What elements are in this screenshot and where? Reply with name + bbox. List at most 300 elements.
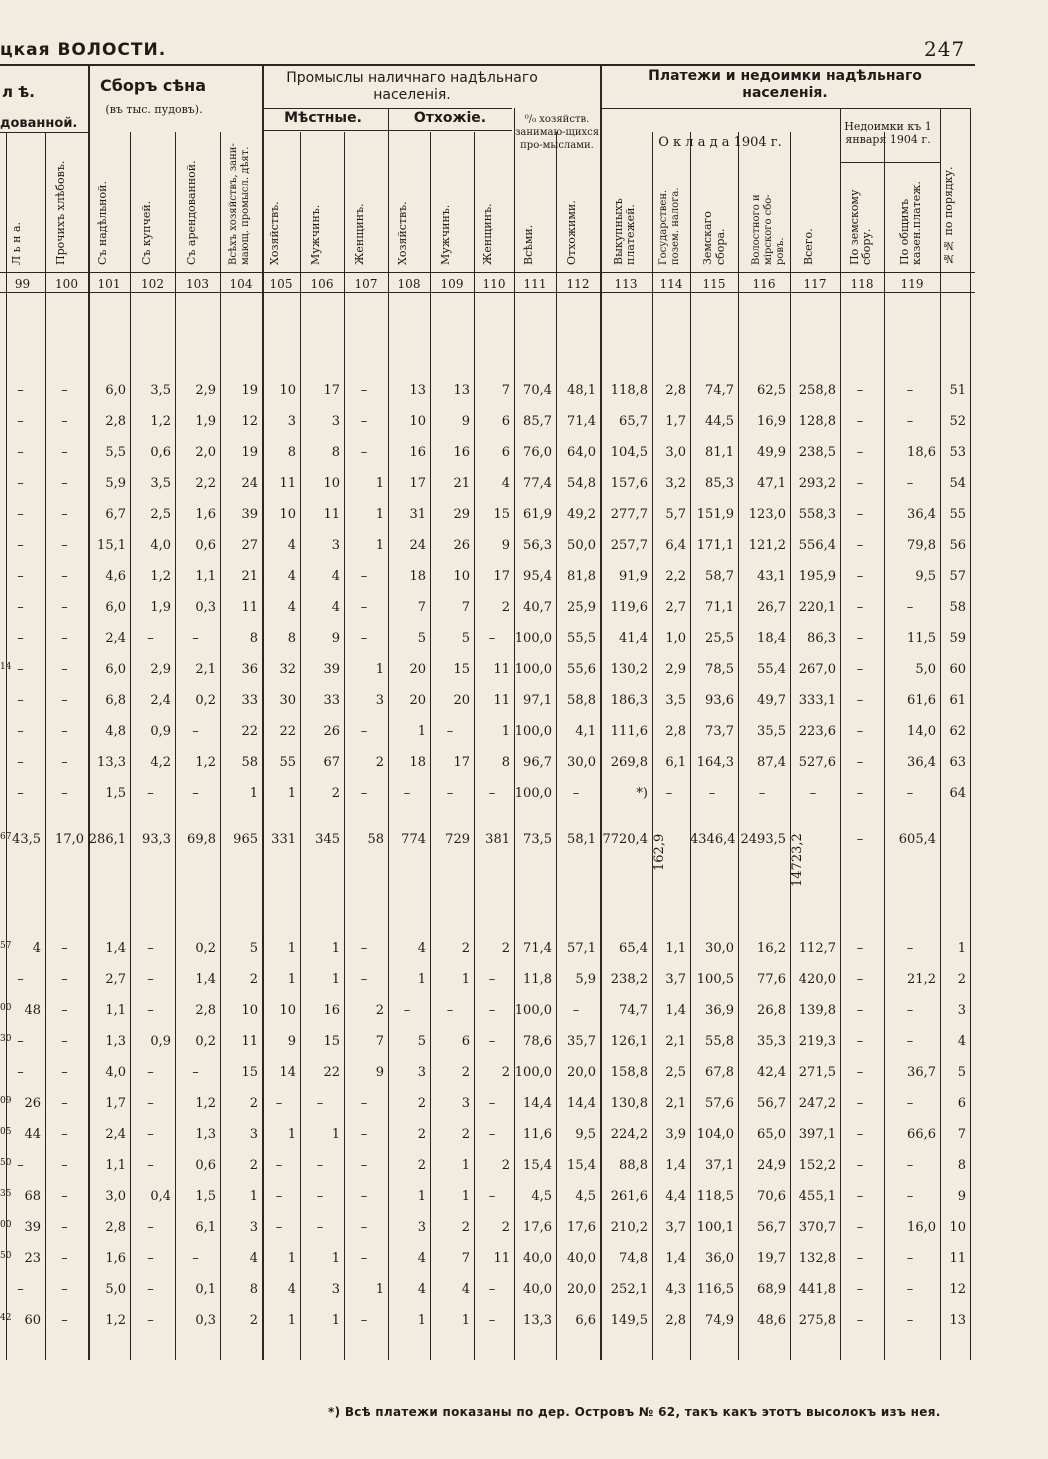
table-cell: – xyxy=(147,972,154,987)
table-cell: 58,8 xyxy=(567,693,596,708)
table-cell: – xyxy=(360,445,368,460)
table-cell: 14 xyxy=(279,1065,296,1080)
table-cell: 152,2 xyxy=(798,1158,836,1173)
page-number: 247 xyxy=(924,37,966,61)
table-cell: – xyxy=(17,569,24,584)
table-cell: – xyxy=(488,1034,496,1049)
table-cell: – xyxy=(61,600,68,615)
column-number: 114 xyxy=(659,277,683,291)
table-cell: 4,5 xyxy=(575,1189,596,1204)
table-cell: 1,3 xyxy=(105,1034,126,1049)
table-cell: 1,7 xyxy=(665,414,686,429)
table-cell: – xyxy=(17,476,24,491)
table-cell: 0,6 xyxy=(150,445,171,460)
grid-line-h xyxy=(0,272,975,273)
table-cell: 48,1 xyxy=(567,383,596,398)
table-cell: – xyxy=(147,631,154,646)
table-cell: – xyxy=(17,445,24,460)
grid-line-v xyxy=(220,132,221,1360)
column-label: Съ арендованной. xyxy=(184,160,198,265)
table-cell: – xyxy=(17,383,24,398)
table-cell: 112,7 xyxy=(798,941,836,956)
table-cell: – xyxy=(856,600,864,615)
row-margin-number: 00 xyxy=(0,1220,12,1230)
table-cell: – xyxy=(360,1189,368,1204)
table-cell: – xyxy=(708,786,716,801)
table-cell: 247,2 xyxy=(798,1096,836,1111)
table-cell: 29 xyxy=(453,507,470,522)
table-cell: 4 xyxy=(287,538,296,553)
table-cell: – xyxy=(856,832,864,847)
table-cell: 269,8 xyxy=(610,755,648,770)
table-cell: – xyxy=(17,1282,24,1297)
row-margin-number: 00 xyxy=(0,1003,12,1013)
grid-line-v xyxy=(884,132,885,1360)
table-cell: 293,2 xyxy=(798,476,836,491)
column-number: 106 xyxy=(310,277,334,291)
table-cell: 30,0 xyxy=(567,755,596,770)
table-cell: – xyxy=(856,1313,864,1328)
hay-header: Сборъ сѣна xyxy=(99,76,207,95)
table-cell: – xyxy=(360,383,368,398)
table-cell: 6 xyxy=(957,1096,966,1111)
row-margin-number: 42 xyxy=(0,1313,12,1323)
column-label: Съ купчей. xyxy=(139,200,153,265)
table-cell: 527,6 xyxy=(798,755,836,770)
table-cell: – xyxy=(61,941,68,956)
table-cell: – xyxy=(17,1065,24,1080)
grid-line-v xyxy=(738,132,739,1360)
table-cell: – xyxy=(488,786,496,801)
column-number: 113 xyxy=(614,277,638,291)
table-cell: 2,8 xyxy=(105,1220,126,1235)
table-cell: – xyxy=(316,1220,324,1235)
table-cell: – xyxy=(906,786,914,801)
table-cell: 267,0 xyxy=(798,662,836,677)
table-cell: 7 xyxy=(501,383,510,398)
table-cell: – xyxy=(856,786,864,801)
table-cell: 60 xyxy=(949,662,966,677)
grid-line-h xyxy=(262,108,512,109)
table-cell: 76,0 xyxy=(523,445,552,460)
table-cell: 85,3 xyxy=(705,476,734,491)
table-cell: 0,9 xyxy=(150,1034,171,1049)
table-cell: 6,1 xyxy=(665,755,686,770)
column-label: Выкупныхъ платежей. xyxy=(612,198,637,265)
table-cell: – xyxy=(488,1282,496,1297)
table-cell: 2,5 xyxy=(665,1065,686,1080)
column-label: Л ь н а. xyxy=(9,221,23,265)
table-cell: 558,3 xyxy=(798,507,836,522)
table-cell: 186,3 xyxy=(610,693,648,708)
table-cell: 77,6 xyxy=(757,972,786,987)
table-cell: 66,6 xyxy=(907,1127,936,1142)
table-cell: 68 xyxy=(24,1189,41,1204)
table-cell: 13 xyxy=(409,383,426,398)
table-cell: 2 xyxy=(249,1313,258,1328)
table-cell: 55,5 xyxy=(567,631,596,646)
table-cell: 257,7 xyxy=(610,538,648,553)
table-cell: 40,7 xyxy=(523,600,552,615)
table-cell: 39 xyxy=(323,662,340,677)
table-cell: 10 xyxy=(279,383,296,398)
table-cell: – xyxy=(488,1127,496,1142)
table-cell: – xyxy=(61,662,68,677)
table-cell: – xyxy=(809,786,817,801)
table-cell: 15 xyxy=(241,1065,258,1080)
table-cell: 1,4 xyxy=(105,941,126,956)
table-cell: 5 xyxy=(417,1034,426,1049)
table-cell: 277,7 xyxy=(610,507,648,522)
table-cell: 81,1 xyxy=(705,445,734,460)
table-cell: 195,9 xyxy=(798,569,836,584)
table-cell: 4,4 xyxy=(665,1189,686,1204)
table-cell: 6 xyxy=(501,445,510,460)
table-cell: 67 xyxy=(323,755,340,770)
table-cell: – xyxy=(856,693,864,708)
table-cell: – xyxy=(856,662,864,677)
payments-header: Платежи и недоимки надѣльнаго населенія. xyxy=(648,68,922,101)
table-cell: 11,6 xyxy=(523,1127,552,1142)
grid-line-h xyxy=(262,130,512,131)
table-cell: – xyxy=(17,693,24,708)
table-cell: 162,9 xyxy=(652,833,667,871)
table-cell: 286,1 xyxy=(88,832,126,847)
table-cell: – xyxy=(360,1313,368,1328)
table-cell: 3,9 xyxy=(665,1127,686,1142)
table-cell: 5,5 xyxy=(105,445,126,460)
table-cell: 0,2 xyxy=(195,693,216,708)
table-cell: 1 xyxy=(331,1127,340,1142)
row-margin-number: 50 xyxy=(0,1158,12,1168)
table-cell: 7 xyxy=(461,600,470,615)
table-cell: 17 xyxy=(453,755,470,770)
table-cell: 1 xyxy=(287,1127,296,1142)
table-cell: 0,2 xyxy=(195,1034,216,1049)
table-cell: – xyxy=(147,1313,154,1328)
table-cell: – xyxy=(275,1220,283,1235)
table-cell: 44,5 xyxy=(705,414,734,429)
local-trades-header: Мѣстные. xyxy=(284,110,362,126)
table-cell: 729 xyxy=(445,832,470,847)
table-cell: 9 xyxy=(287,1034,296,1049)
table-cell: 25,9 xyxy=(567,600,596,615)
table-cell: – xyxy=(61,507,68,522)
table-cell: 111,6 xyxy=(610,724,648,739)
row-margin-number: 50 xyxy=(0,1251,12,1261)
table-cell: – xyxy=(360,1220,368,1235)
table-cell: – xyxy=(61,1313,68,1328)
table-cell: 1,1 xyxy=(105,1158,126,1173)
grid-line-h xyxy=(0,64,975,66)
table-cell: 43,1 xyxy=(757,569,786,584)
table-cell: 26,7 xyxy=(757,600,786,615)
table-cell: 2,4 xyxy=(105,631,126,646)
table-cell: 15 xyxy=(453,662,470,677)
table-cell: 5 xyxy=(417,631,426,646)
table-cell: 57 xyxy=(949,569,966,584)
table-cell: 126,1 xyxy=(610,1034,648,1049)
table-cell: 56,3 xyxy=(523,538,552,553)
table-cell: 1 xyxy=(375,507,384,522)
table-cell: – xyxy=(147,1220,154,1235)
table-cell: 17,6 xyxy=(523,1220,552,1235)
table-cell: 36 xyxy=(241,662,258,677)
table-cell: 370,7 xyxy=(798,1220,836,1235)
table-cell: 0,6 xyxy=(195,1158,216,1173)
table-cell: 2,2 xyxy=(665,569,686,584)
table-cell: 1 xyxy=(375,476,384,491)
left-fragment-header: л ѣ. xyxy=(2,83,35,101)
table-cell: – xyxy=(488,631,496,646)
table-cell: 2 xyxy=(501,1158,510,1173)
table-cell: 0,2 xyxy=(195,941,216,956)
table-cell: 51 xyxy=(949,383,966,398)
table-cell: 3 xyxy=(331,1282,340,1297)
table-cell: 3,7 xyxy=(665,972,686,987)
table-cell: 26 xyxy=(453,538,470,553)
column-number: 102 xyxy=(141,277,164,291)
table-cell: – xyxy=(906,414,914,429)
table-cell: 104,5 xyxy=(610,445,648,460)
table-cell: 275,8 xyxy=(798,1313,836,1328)
table-cell: – xyxy=(17,1158,24,1173)
table-cell: 556,4 xyxy=(798,538,836,553)
table-cell: 56 xyxy=(949,538,966,553)
table-cell: 10 xyxy=(323,476,340,491)
table-cell: 9 xyxy=(375,1065,384,1080)
table-cell: 19 xyxy=(241,445,258,460)
table-cell: – xyxy=(403,1003,411,1018)
table-cell: 81,8 xyxy=(567,569,596,584)
table-cell: 8 xyxy=(249,631,258,646)
grid-line-v xyxy=(556,132,557,1360)
table-cell: 6,1 xyxy=(195,1220,216,1235)
table-cell: 333,1 xyxy=(798,693,836,708)
table-cell: 10 xyxy=(949,1220,966,1235)
table-cell: 6,8 xyxy=(105,693,126,708)
table-cell: 9 xyxy=(957,1189,966,1204)
table-cell: 74,7 xyxy=(619,1003,648,1018)
table-cell: 1 xyxy=(501,724,510,739)
table-cell: 4,5 xyxy=(531,1189,552,1204)
table-cell: 68,9 xyxy=(757,1282,786,1297)
table-cell: – xyxy=(758,786,766,801)
table-cell: 55 xyxy=(279,755,296,770)
table-cell: 0,4 xyxy=(150,1189,171,1204)
table-cell: 54 xyxy=(949,476,966,491)
table-cell: – xyxy=(856,1282,864,1297)
table-cell: 69,8 xyxy=(187,832,216,847)
table-cell: – xyxy=(192,1251,199,1266)
table-cell: 1 xyxy=(287,786,296,801)
table-cell: 2 xyxy=(501,1220,510,1235)
table-cell: 100,0 xyxy=(514,724,552,739)
table-cell: 4,0 xyxy=(150,538,171,553)
table-cell: 11,8 xyxy=(523,972,552,987)
table-cell: 48 xyxy=(24,1003,41,1018)
table-cell: 2 xyxy=(957,972,966,987)
table-cell: 4 xyxy=(417,1251,426,1266)
table-cell: 1,2 xyxy=(150,569,171,584)
table-cell: 2 xyxy=(501,600,510,615)
table-cell: 24 xyxy=(409,538,426,553)
table-cell: 4,6 xyxy=(105,569,126,584)
table-cell: 86,3 xyxy=(807,631,836,646)
table-cell: 130,2 xyxy=(610,662,648,677)
table-cell: – xyxy=(856,383,864,398)
table-cell: – xyxy=(906,1251,914,1266)
table-cell: – xyxy=(316,1096,324,1111)
table-cell: 49,2 xyxy=(567,507,596,522)
table-cell: 20,0 xyxy=(567,1065,596,1080)
table-cell: – xyxy=(856,476,864,491)
table-cell: 9 xyxy=(501,538,510,553)
table-cell: 1 xyxy=(331,1313,340,1328)
table-cell: 55,6 xyxy=(567,662,596,677)
table-cell: 20 xyxy=(409,662,426,677)
table-cell: 7 xyxy=(957,1127,966,1142)
column-label: Отхожими. xyxy=(565,200,578,265)
table-cell: 11 xyxy=(493,693,510,708)
table-cell: 2,8 xyxy=(195,1003,216,1018)
table-cell: – xyxy=(61,1282,68,1297)
table-cell: 118,8 xyxy=(610,383,648,398)
table-cell: 8 xyxy=(249,1282,258,1297)
table-cell: – xyxy=(572,786,580,801)
table-cell: 271,5 xyxy=(798,1065,836,1080)
table-cell: 116,5 xyxy=(696,1282,734,1297)
table-cell: 10 xyxy=(453,569,470,584)
table-cell: 40,0 xyxy=(523,1282,552,1297)
footnote: *) Всѣ платежи показаны по дер. Островъ № 62, такъ какъ этотъ высолокъ изъ нея. xyxy=(328,1405,941,1419)
table-cell: 2,2 xyxy=(195,476,216,491)
column-label: По земскому сбору. xyxy=(848,189,873,265)
table-cell: 2,8 xyxy=(665,724,686,739)
table-cell: 2,9 xyxy=(665,662,686,677)
table-cell: 2 xyxy=(461,1065,470,1080)
table-cell: – xyxy=(856,972,864,987)
table-cell: 1 xyxy=(375,662,384,677)
table-cell: – xyxy=(17,724,24,739)
grid-line-v xyxy=(344,132,345,1360)
grid-line-v xyxy=(6,132,7,1360)
away-trades-header: Отхожіе. xyxy=(413,110,487,126)
table-cell: 78,5 xyxy=(705,662,734,677)
table-cell: 4 xyxy=(287,569,296,584)
table-cell: 1,9 xyxy=(150,600,171,615)
table-cell: 5,9 xyxy=(575,972,596,987)
table-cell: 6,0 xyxy=(105,600,126,615)
table-cell: 6,7 xyxy=(105,507,126,522)
grid-line-h xyxy=(0,292,975,293)
table-cell: 87,4 xyxy=(757,755,786,770)
table-cell: 8 xyxy=(287,631,296,646)
table-cell: – xyxy=(17,786,24,801)
table-cell: 55 xyxy=(949,507,966,522)
table-cell: 219,3 xyxy=(798,1034,836,1049)
table-cell: 1 xyxy=(417,972,426,987)
table-cell: 93,3 xyxy=(142,832,171,847)
column-label: Женщинъ. xyxy=(481,203,494,265)
table-cell: 36,0 xyxy=(705,1251,734,1266)
table-cell: 4 xyxy=(957,1034,966,1049)
table-cell: 5 xyxy=(461,631,470,646)
table-cell: – xyxy=(906,1003,914,1018)
table-cell: 3 xyxy=(417,1065,426,1080)
table-cell: – xyxy=(856,1096,864,1111)
table-cell: – xyxy=(61,1127,68,1142)
table-cell: 1 xyxy=(287,941,296,956)
table-cell: 32 xyxy=(279,662,296,677)
table-cell: 16 xyxy=(409,445,426,460)
table-cell: 2,8 xyxy=(105,414,126,429)
table-cell: 20,0 xyxy=(567,1282,596,1297)
table-cell: 8 xyxy=(957,1158,966,1173)
table-cell: – xyxy=(192,1065,199,1080)
table-cell: 2 xyxy=(375,755,384,770)
table-cell: – xyxy=(856,941,864,956)
table-cell: – xyxy=(17,414,24,429)
table-cell: 3 xyxy=(249,1127,258,1142)
table-cell: 36,4 xyxy=(907,507,936,522)
table-cell: 74,7 xyxy=(705,383,734,398)
table-cell: – xyxy=(17,631,24,646)
table-cell: 1,2 xyxy=(195,1096,216,1111)
table-cell: – xyxy=(61,569,68,584)
table-cell: 20 xyxy=(409,693,426,708)
table-cell: 121,2 xyxy=(748,538,786,553)
table-cell: 11 xyxy=(949,1251,966,1266)
table-cell: – xyxy=(61,1065,68,1080)
table-cell: – xyxy=(360,786,368,801)
table-cell: 2 xyxy=(461,941,470,956)
table-cell: 11 xyxy=(279,476,296,491)
table-cell: 1 xyxy=(287,1313,296,1328)
table-cell: 1,4 xyxy=(665,1003,686,1018)
table-cell: 95,4 xyxy=(523,569,552,584)
table-cell: 14723,2 xyxy=(790,833,805,887)
grid-line-v xyxy=(130,132,131,1360)
table-cell: 58,1 xyxy=(567,832,596,847)
table-cell: 18 xyxy=(409,755,426,770)
table-cell: 20 xyxy=(453,693,470,708)
table-cell: 1 xyxy=(249,1189,258,1204)
table-cell: 13 xyxy=(949,1313,966,1328)
table-cell: 85,7 xyxy=(523,414,552,429)
table-cell: – xyxy=(275,1096,283,1111)
table-cell: 3 xyxy=(331,414,340,429)
column-label: Хозяйствъ. xyxy=(396,201,409,265)
left-fragment-header-2: дованной. xyxy=(0,116,78,131)
table-cell: – xyxy=(61,786,68,801)
table-cell: – xyxy=(147,1251,154,1266)
table-cell: – xyxy=(147,1065,154,1080)
table-cell: 100,1 xyxy=(696,1220,734,1235)
table-cell: – xyxy=(906,476,914,491)
table-cell: 1 xyxy=(417,1189,426,1204)
column-number: 107 xyxy=(354,277,378,291)
table-cell: 11 xyxy=(493,662,510,677)
table-cell: 16,9 xyxy=(757,414,786,429)
table-cell: 2 xyxy=(501,1065,510,1080)
table-cell: 130,8 xyxy=(610,1096,648,1111)
table-cell: 88,8 xyxy=(619,1158,648,1173)
table-cell: 3 xyxy=(249,1220,258,1235)
table-cell: – xyxy=(360,1158,368,1173)
table-cell: 56,7 xyxy=(757,1096,786,1111)
table-cell: 17,0 xyxy=(55,832,84,847)
